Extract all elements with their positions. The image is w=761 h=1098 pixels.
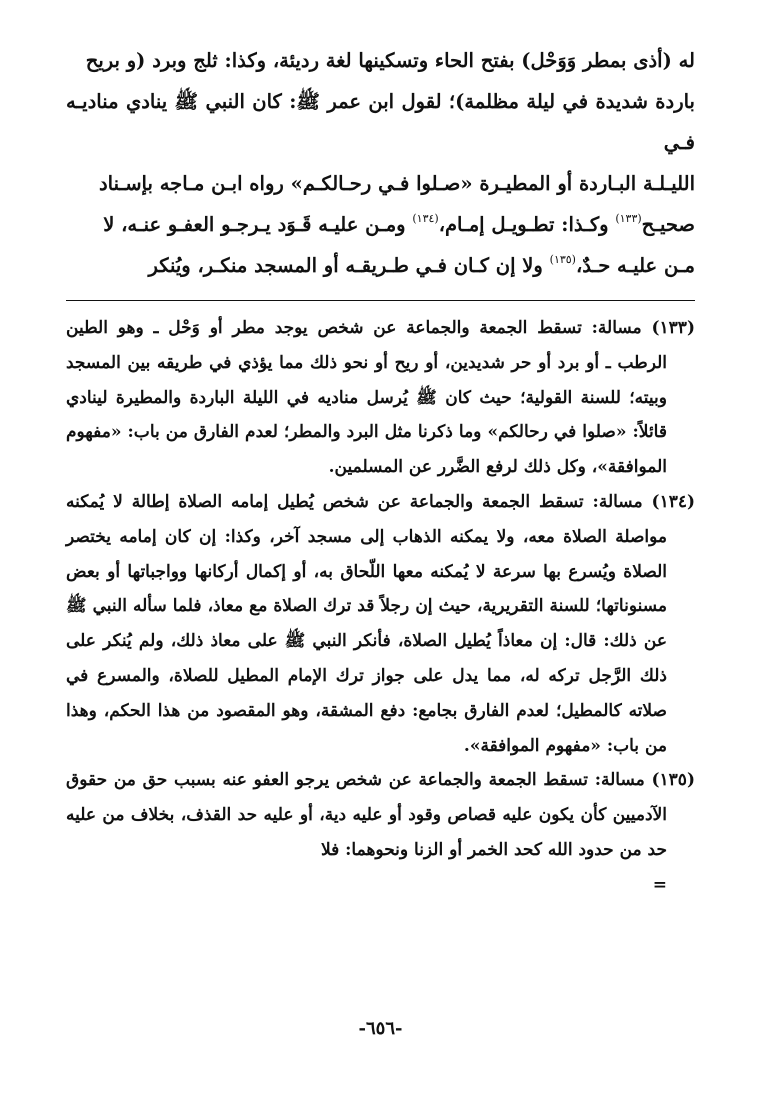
main-line-segment: مـن عليـه حـدٌ،	[575, 254, 695, 277]
main-line	[66, 204, 695, 245]
main-line-segment: وكـذا: تطـويـل إمـام،	[438, 213, 616, 236]
footnote-head	[598, 318, 695, 338]
footnote-keyword: مسالة	[597, 318, 642, 338]
main-line-segment: صحيـح	[641, 213, 695, 236]
main-line: له (أذى بمطر وَوَحْل) بفتح الحاء وتسكينها لغة رديئة، وكذا: ثلج وبرد (و بريح	[85, 49, 695, 72]
footnotes-section	[66, 311, 695, 903]
continuation-mark: =	[652, 874, 667, 895]
footnote-135	[66, 763, 695, 867]
footnote-divider	[66, 300, 695, 301]
main-line: باردة شديدة في ليلة مظلمة)؛ لقول ابن عمر ﷺ: كان النبي ﷺ ينادي مناديـه فـي	[66, 90, 695, 154]
main-line-segment: ولا إن كـان فـي طـريقـه أو المسجد منكـر، ويُنكر	[148, 254, 550, 277]
footnote-head	[599, 492, 695, 512]
main-line	[66, 245, 695, 286]
footnote-text: : تسقط الجمعة والجماعة عن شخص يوجد مطر أو وَحْل ـ وهو الطين الرطب ـ أو برد أو حر شديدين، أو ريح أو نحو ذلك مما يؤذي في طريقه بين المسجد وبيته؛ للسنة القولية؛ حيث كان ﷺ يُرسل مناديه في الليلة الباردة والمطيرة لينادي قائلاً: «صلوا في رحالكم» وما ذكرنا مثل البرد والمطر؛ لعدم الفارق من باب: «مفهوم الموافقة»، وكل ذلك لرفع الضَّرر عن المسلمين.	[66, 318, 667, 478]
footnote-number: (١٣٤)	[651, 491, 696, 512]
footnote-keyword: مسالة	[598, 491, 643, 512]
footnote-reference-134: (١٣٤)	[412, 212, 439, 225]
page-number: -٦٥٦-	[358, 1018, 403, 1039]
footnote-133	[66, 311, 695, 485]
footnote-134	[66, 485, 695, 763]
main-text	[66, 40, 695, 286]
footnote-number: (١٣٣)	[651, 318, 695, 338]
footnote-keyword: مسالة	[601, 770, 645, 791]
footnote-head	[601, 770, 695, 790]
footnote-text: : تسقط الجمعة والجماعة عن شخص يرجو العفو عنه بسبب حق من حقوق الآدميين كأن يكون عليه قصاص وقود أو عليه دية، أو عليه حد القذف، بخلاف من عليه حد من حدود الله كحد الخمر أو الزنا ونحوهما: فلا	[66, 770, 667, 860]
footnote-number: (١٣٥)	[651, 770, 695, 791]
footnote-reference-135: (١٣٥)	[549, 253, 576, 266]
footnote-text: : تسقط الجمعة والجماعة عن شخص يُطيل إمامه الصلاة إطالة لا يُمكنه مواصلة الصلاة معه، ولا يمكنه الذهاب إلى مسجد آخر، وكذا: إن كان إمامه يختصر الصلاة ويُسرع بها سرعة لا يُمكنه معها اللّحاق به، أو إكمال أركانها وواجباتها أو بعض مسنوناتها؛ للسنة التقريرية، حيث إن رجلاً قد ترك الصلاة مع معاذ، فلما سأله النبي ﷺ عن ذلك: قال: إن معاذاً يُطيل الصلاة، فأنكر النبي ﷺ على معاذ ذلك، ولم يُنكر على ذلك الرَّجل تركه له، مما يدل على جواز ترك الإمام المطيل للصلاة، والمسرع في صلاته كالمطيل؛ لعدم الفارق بجامع: دفع المشقة، وهو المقصود من هذا الحكم، وهذا من باب: «مفهوم الموافقة».	[66, 491, 667, 756]
footnote-reference-133: (١٣٣)	[615, 212, 642, 225]
main-line: الليـلـة البـاردة أو المطيـرة «صـلوا فـي رحـالكـم» رواه ابـن مـاجه بإسـناد	[99, 172, 695, 195]
main-line-segment: ومـن عليـه قَـوَد يـرجـو العفـو عنـه، لا	[103, 213, 413, 236]
